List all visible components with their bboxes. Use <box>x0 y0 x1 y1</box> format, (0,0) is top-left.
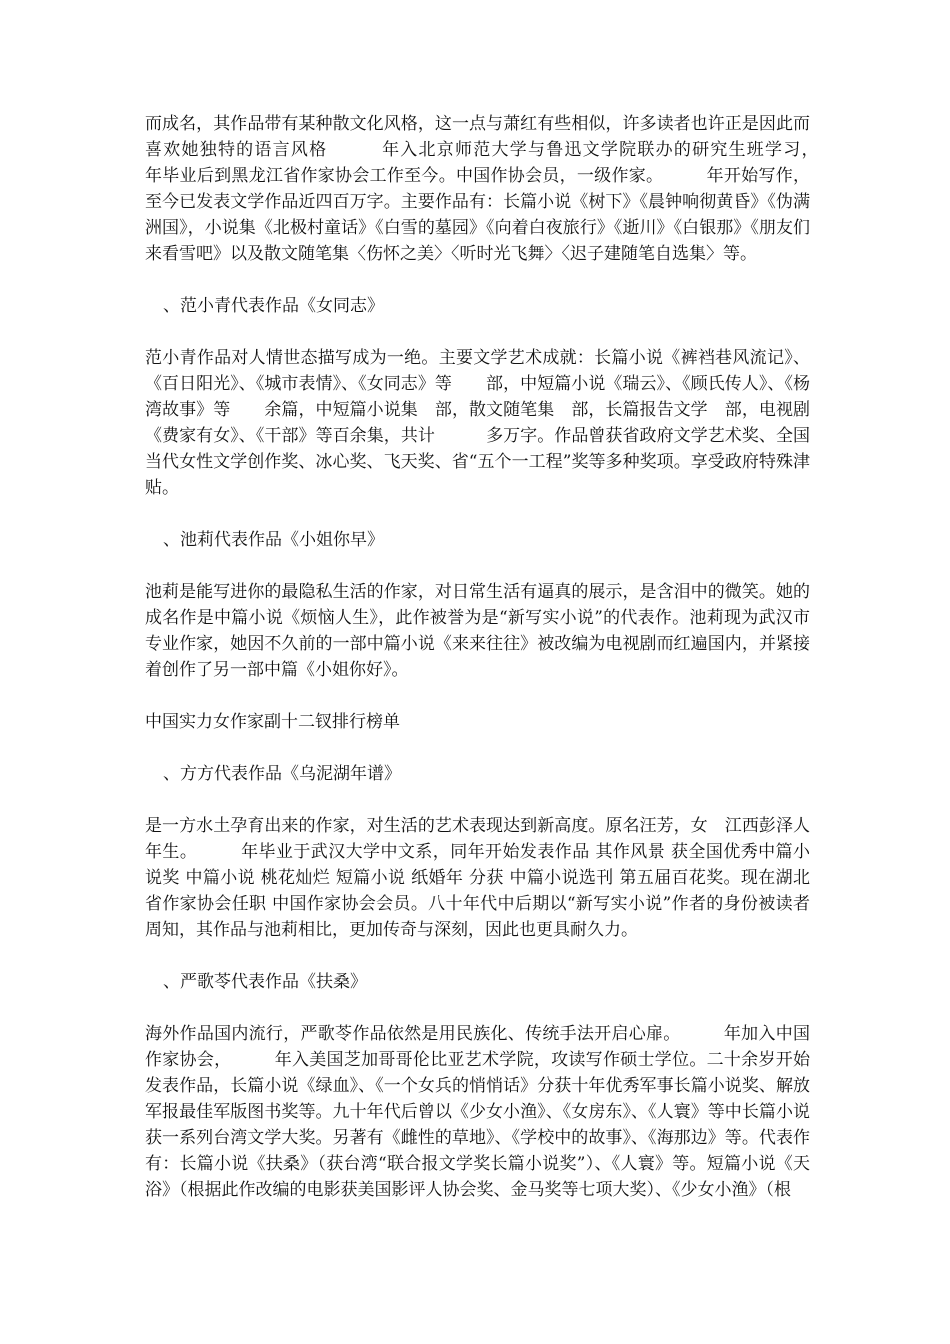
paragraph-chi-zijian: 而成名，其作品带有某种散文化风格，这一点与萧红有些相似，许多读者也许正是因此而喜欢她独特的语言风格 年入北京师范大学与鲁迅文学院联办的研究生班学习， 年毕业后到黑龙江省作家协会工作至今。中国作协会员，一级作家。 年开始写作，至今已发表文学作品近四百万字。主要作品有：长篇小说《树下》《晨钟响彻黄昏》《伪满洲国》，小说集《北极村童话》《白雪的墓园》《向着白夜旅行》《逝川》《白银那》《朋友们来看雪吧》以及散文随笔集〈伤怀之美〉〈听时光飞舞〉〈迟子建随笔自选集〉等。 <box>145 114 861 264</box>
heading-fang-fang: 、方方代表作品《乌泥湖年谱》 <box>163 764 401 784</box>
paragraph-chi-li: 池莉是能写进你的最隐私生活的作家，对日常生活有逼真的展示，是含泪中的微笑。她的成名作是中篇小说《烦恼人生》，此作被誉为是“新写实小说”的代表作。池莉现为武汉市专业作家，她因不久前的一部中篇小说《来来往往》被改编为电视剧而红遍国内，并紧接着创作了另一部中篇《小姐你好》。 <box>145 582 810 680</box>
section-title-ranking: 中国实力女作家副十二钗排行榜单 <box>145 712 400 732</box>
paragraph-fan-xiaoqing: 范小青作品对人情世态描写成为一绝。主要文学艺术成就：长篇小说《裤裆巷风流记》、《百日阳光》、《城市表情》、《女同志》等 部，中短篇小说《瑞云》、《顾氏传人》、《杨湾故事》等 余篇，中短篇小说集 部，散文随笔集 部，长篇报告文学 部，电视剧《费家有女》、《干部》等百余集，共计 多万字。作品曾获省政府文学艺术奖、全国当代女性文学创作奖、冰心奖、飞天奖、省“五个一工程”奖等多种奖项。享受政府特殊津贴。 <box>145 348 810 498</box>
heading-fan-xiaoqing: 、范小青代表作品《女同志》 <box>163 296 384 316</box>
heading-yan-geling: 、严歌苓代表作品《扶桑》 <box>163 972 367 992</box>
heading-chi-li: 、池莉代表作品《小姐你早》 <box>163 530 384 550</box>
paragraph-yan-geling: 海外作品国内流行，严歌苓作品依然是用民族化、传统手法开启心扉。 年加入中国作家协会， 年入美国芝加哥哥伦比亚艺术学院，攻读写作硕士学位。二十余岁开始发表作品，长篇小说《绿血》、《一个女兵的悄悄话》分获十年优秀军事长篇小说奖、解放军报最佳军版图书奖等。九十年代后曾以《少女小渔》、《女房东》、《人寰》等中长篇小说获一系列台湾文学大奖。另著有《雌性的草地》、《学校中的故事》、《海那边》等。代表作有：长篇小说《扶桑》（获台湾“联合报文学奖长篇小说奖”）、《人寰》等。短篇小说《天浴》（根据此作改编的电影获美国影评人协会奖、金马奖等七项大奖）、《少女小渔》（根 <box>145 1024 810 1200</box>
paragraph-fang-fang: 是一方水土孕育出来的作家，对生活的艺术表现达到新高度。原名汪芳，女 江西彭泽人 年生。 年毕业于武汉大学中文系，同年开始发表作品 其作风景 获全国优秀中篇小说奖 中篇小说 桃花灿烂 短篇小说 纸婚年 分获 中篇小说选刊 第五届百花奖。现在湖北省作家协会任职 中国作家协会会员。八十年代中后期以“新写实小说”作者的身份被读者周知，其作品与池莉相比，更加传奇与深刻，因此也更具耐久力。 <box>145 816 861 940</box>
document-page <box>145 111 861 1229</box>
